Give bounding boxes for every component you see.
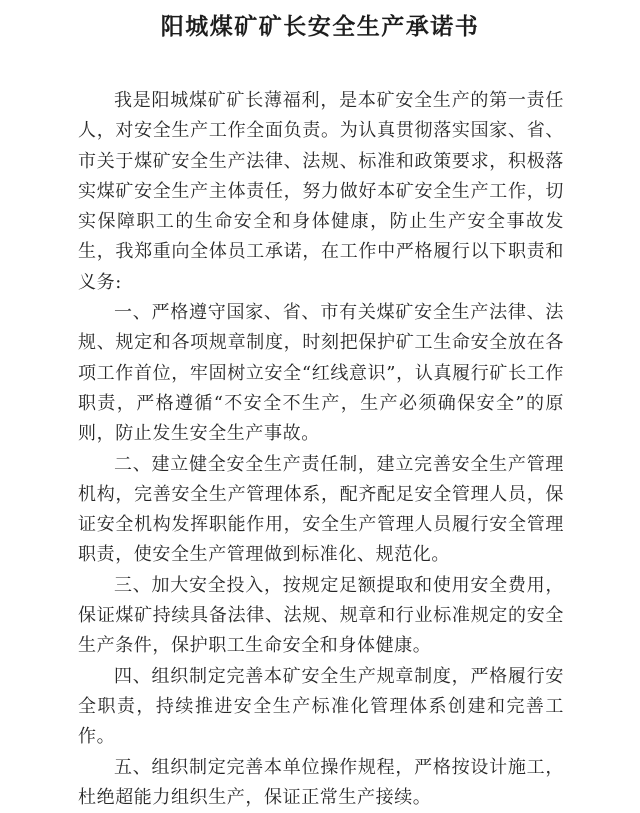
document-paragraph: 我是阳城煤矿矿长薄福利，是本矿安全生产的第一责任人，对安全生产工作全面负责。为认真贯彻落实国家、省、市关于煤矿安全生产法律、法规、标准和政策要求，积极落实煤矿安全生产主体责任，努力做好本矿安全生产工作，切实保障职工的生命安全和身体健康，防止生产安全事故发生，我郑重向全体员工承诺，在工作中严格履行以下职责和义务:: [78, 90, 564, 293]
document-body: [78, 86, 564, 813]
document-paragraph: 五、组织制定完善本单位操作规程，严格按设计施工，杜绝超能力组织生产，保证正常生产接续。: [78, 756, 564, 808]
document-page: [0, 12, 640, 808]
document-paragraph: 一、严格遵守国家、省、市有关煤矿安全生产法律、法规、规定和各项规章制度，时刻把保护矿工生命安全放在各项工作首位，牢固树立安全“红线意识”，认真履行矿长工作职责，严格遵循“不安全不生产，生产必须确保安全”的原则，防止发生安全生产事故。: [78, 302, 564, 445]
document-title: 阳城煤矿矿长安全生产承诺书: [160, 13, 480, 40]
document-paragraph: 三、加大安全投入，按规定足额提取和使用安全费用，保证煤矿持续具备法律、法规、规章和行业标准规定的安全生产条件，保护职工生命安全和身体健康。: [78, 574, 564, 657]
document-paragraph: 四、组织制定完善本矿安全生产规章制度，严格履行安全职责，持续推进安全生产标准化管理体系创建和完善工作。: [78, 665, 564, 748]
document-paragraph: 二、建立健全安全生产责任制，建立完善安全生产管理机构，完善安全生产管理体系，配齐配足安全管理人员，保证安全机构发挥职能作用，安全生产管理人员履行安全管理职责，使安全生产管理做到标准化、规范化。: [78, 453, 564, 566]
